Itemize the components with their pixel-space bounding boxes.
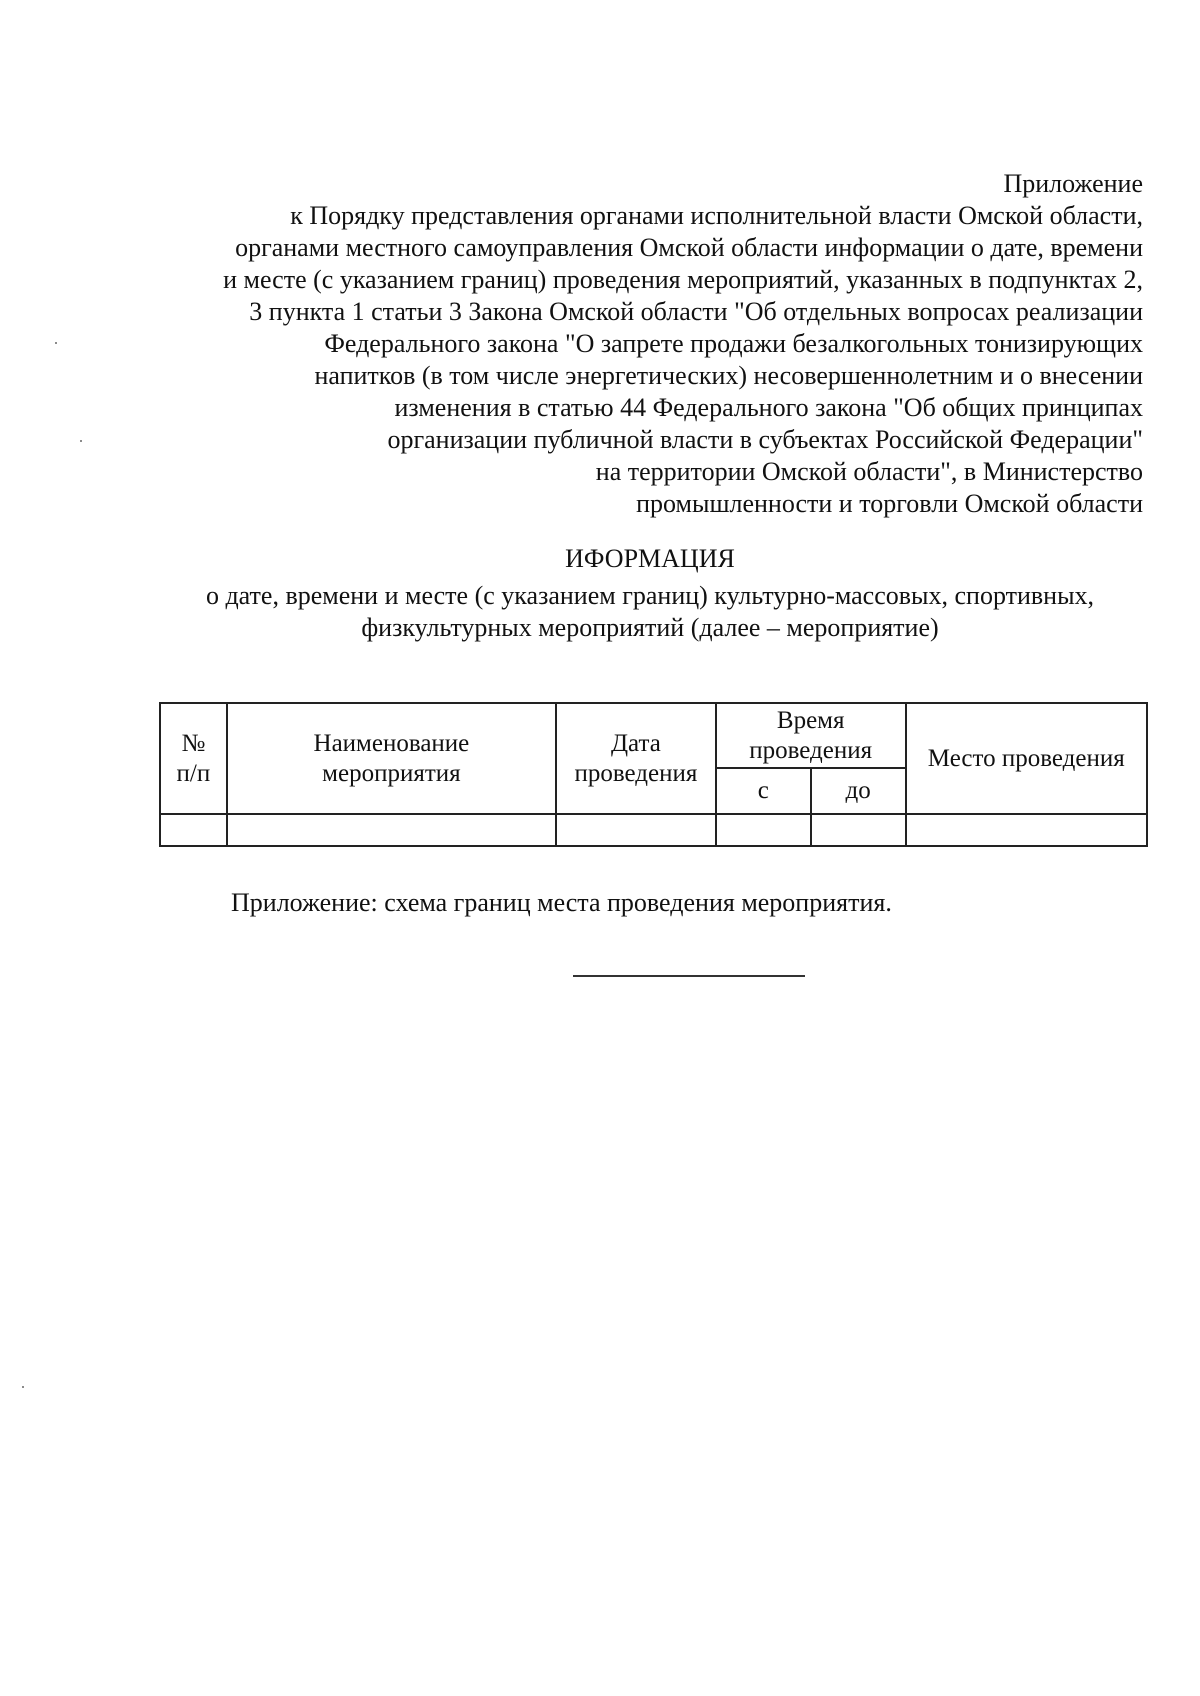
appendix-line: и месте (с указанием границ) проведения мероприятий, указанных в подпунктах 2, [223,265,1143,294]
header-event-name-line1: Наименование [313,729,470,757]
header-time-line1: Время [776,706,845,734]
appendix-line: на территории Омской области", в Министерство [595,457,1143,486]
header-date-line1: Дата [610,729,661,757]
header-time-from: с [716,768,811,814]
cell-event-name [227,814,556,846]
events-table [159,702,1148,847]
header-event-name-line2: мероприятия [322,759,461,787]
document-subtitle [160,580,1140,644]
appendix-line: к Порядку представления органами исполнительной власти Омской области, [290,201,1143,230]
document-title: ИФОРМАЦИЯ [565,544,735,573]
header-date [556,703,716,814]
header-number-line2: п/п [176,759,211,787]
appendix-label: Приложение [1003,169,1143,198]
header-time-to: до [811,768,906,814]
appendix-line: Федерального закона "О запрете продажи безалкогольных тонизирующих [324,329,1143,358]
appendix-header [143,168,1143,520]
cell-place [906,814,1147,846]
appendix-line: изменения в статью 44 Федерального закона "Об общих принципах [394,393,1143,422]
table-header-row [160,703,1147,768]
cell-time-from [716,814,811,846]
appendix-line: промышленности и торговли Омской области [636,489,1143,518]
header-time-line2: проведения [749,736,873,764]
header-date-line2: проведения [574,759,698,787]
subtitle-line: о дате, времени и месте (с указанием границ) культурно-массовых, спортивных, [205,581,1095,610]
appendix-line: организации публичной власти в субъектах Российской Федерации" [387,425,1143,454]
header-number-line1: № [181,729,206,757]
appendix-line: 3 пункта 1 статьи 3 Закона Омской области "Об отдельных вопросах реализации [249,297,1143,326]
scan-speck [80,440,82,442]
appendix-line: напитков (в том числе энергетических) несовершеннолетним и о внесении [314,361,1143,390]
appendix-line: органами местного самоуправления Омской области информации о дате, времени [235,233,1143,262]
attachment-note: Приложение: схема границ места проведения мероприятия. [231,888,892,917]
cell-date [556,814,716,846]
header-event-name [227,703,556,814]
subtitle-line: физкультурных мероприятий (далее – мероприятие) [361,613,939,642]
end-separator-line [573,975,805,977]
table-row [160,814,1147,846]
cell-time-to [811,814,906,846]
scan-speck [22,1386,24,1388]
cell-number [160,814,227,846]
header-time [716,703,906,768]
header-number [160,703,227,814]
scan-speck [55,342,57,344]
header-place: Место проведения [906,703,1147,814]
